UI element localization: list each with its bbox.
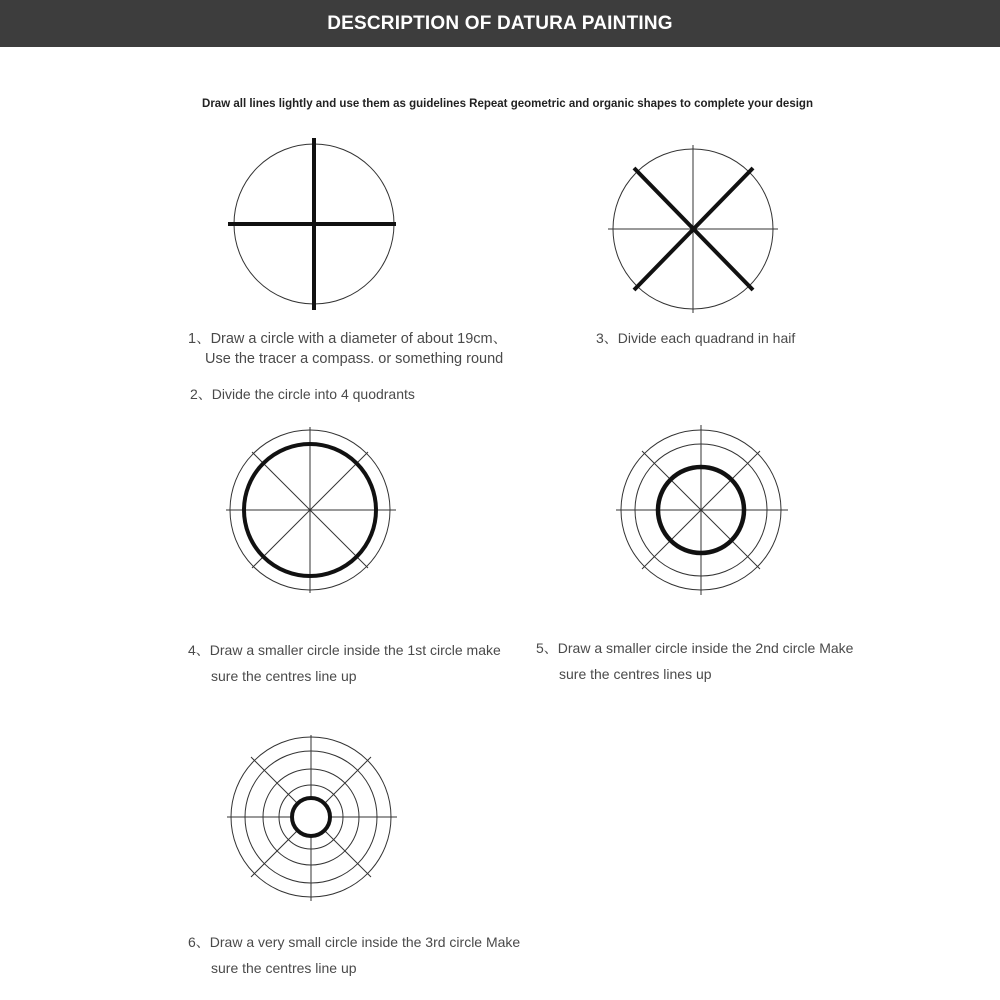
step-3-line1: 3、Divide each quadrand in haif (596, 330, 796, 346)
step-1-line1: 1、Draw a circle with a diameter of about 19cm、 (188, 331, 508, 347)
step-2-caption (190, 384, 415, 404)
small-inner-circle-svg (227, 735, 399, 905)
step-6-line1: 6、Draw a very small circle inside the 3rd circle Make (188, 934, 521, 950)
intro-text: Draw all lines lightly and use them as guidelines Repeat geometric and organic shapes to complete your design (202, 98, 813, 110)
step-1-line2: Use the tracer a compass. or something round (205, 351, 504, 367)
step-6-caption (188, 932, 520, 978)
page-header (0, 0, 1000, 47)
figure-second-inner-circle (616, 425, 788, 595)
step-5-line2: sure the centres lines up (559, 666, 712, 682)
step-4-caption (188, 640, 501, 686)
first-inner-circle-svg (226, 427, 396, 593)
figure-small-inner-circle (227, 735, 399, 905)
octant-circle-svg (608, 145, 778, 313)
step-6-line2: sure the centres line up (211, 960, 357, 976)
step-5-caption (536, 638, 853, 684)
step-2-line1: 2、Divide the circle into 4 quodrants (190, 386, 415, 402)
figure-first-inner-circle (226, 427, 396, 593)
figure-quadrant-circle (226, 138, 398, 310)
step-1-caption (188, 329, 507, 369)
step-4-line1: 4、Draw a smaller circle inside the 1st circle make (188, 642, 501, 658)
second-inner-circle-svg (616, 425, 788, 595)
header-title: DESCRIPTION OF DATURA PAINTING (327, 12, 673, 34)
figure-octant-circle (608, 145, 778, 313)
quadrant-circle-svg (226, 138, 398, 310)
step-4-line2: sure the centres line up (211, 668, 357, 684)
step-5-line1: 5、Draw a smaller circle inside the 2nd circle Make (536, 640, 854, 656)
bold-small-circle (292, 798, 330, 836)
step-3-caption (596, 328, 795, 348)
